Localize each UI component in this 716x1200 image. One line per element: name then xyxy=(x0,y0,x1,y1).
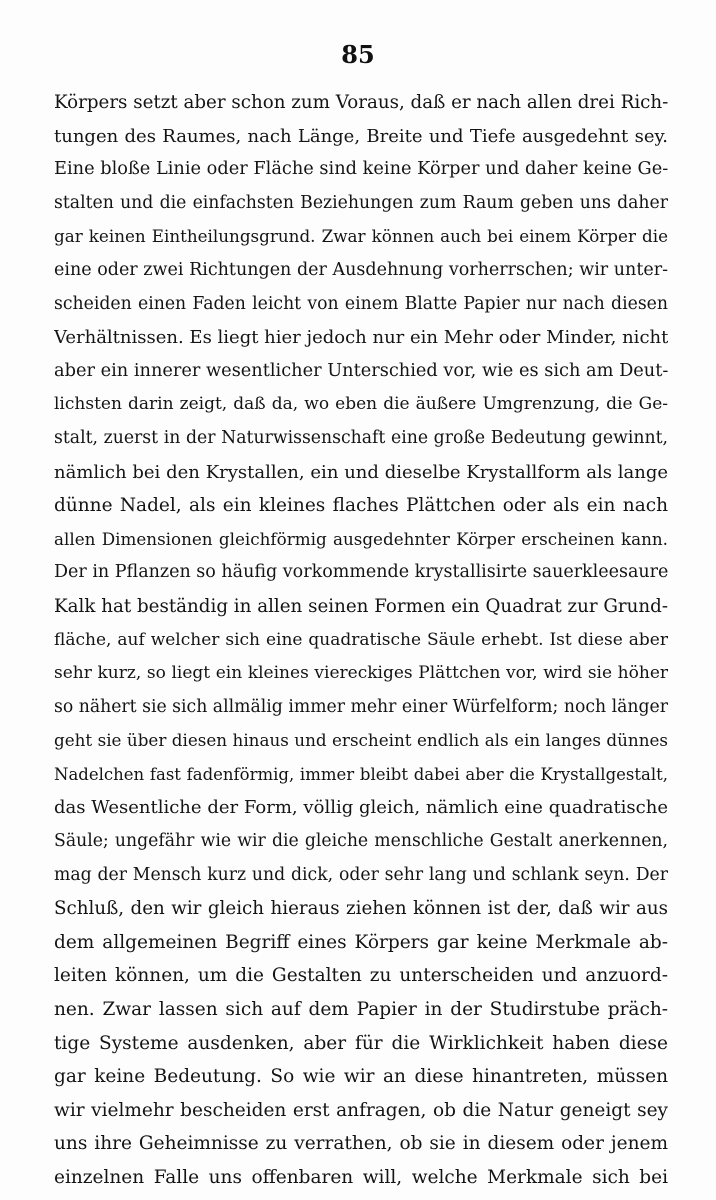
text-line: gar keine Bedeutung. So wie wir an diese hinantreten, müssen xyxy=(54,1066,668,1088)
text-line: wir vielmehr bescheiden erst anfragen, ob die Natur geneigt sey xyxy=(54,1099,668,1121)
text-body xyxy=(54,86,668,1195)
text-line: Verhältnissen. Es liegt hier jedoch nur ein Mehr oder Minder, nicht xyxy=(54,327,668,349)
text-line: stalt, zuerst in der Naturwissenschaft eine große Bedeutung gewinnt, xyxy=(54,427,668,448)
text-line: eine oder zwei Richtungen der Ausdehnung vorherrschen; wir unter- xyxy=(54,259,668,280)
text-line: stalten und die einfachsten Beziehungen zum Raum geben uns daher xyxy=(54,192,668,213)
text-line: nämlich bei den Krystallen, ein und dieselbe Krystallform als lange xyxy=(54,461,668,483)
text-line: geht sie über diesen hinaus und erscheint endlich als ein langes dünnes xyxy=(54,730,668,751)
text-line: allen Dimensionen gleichförmig ausgedehnter Körper erscheinen kann. xyxy=(54,528,668,549)
text-line: einzelnen Falle uns offenbaren will, welche Merkmale sich bei xyxy=(54,1167,668,1188)
text-line: gar keinen Eintheilungsgrund. Zwar können auch bei einem Körper die xyxy=(54,226,668,247)
text-line: lichsten darin zeigt, daß da, wo eben die äußere Umgrenzung, die Ge- xyxy=(54,394,668,415)
text-line: dem allgemeinen Begriff eines Körpers gar keine Merkmale ab- xyxy=(54,931,668,953)
text-line: das Wesentliche der Form, völlig gleich, nämlich eine quadratische xyxy=(54,797,668,819)
page-number: 85 xyxy=(341,40,375,69)
text-line: dünne Nadel, als ein kleines flaches Plättchen oder als ein nach xyxy=(54,495,668,517)
text-line: tige Systeme ausdenken, aber für die Wirklichkeit haben diese xyxy=(54,1032,668,1054)
text-line: nen. Zwar lassen sich auf dem Papier in der Studirstube präch- xyxy=(54,999,668,1021)
text-line: Nadelchen fast fadenförmig, immer bleibt dabei aber die Krystallgestalt, xyxy=(54,764,668,784)
text-line: fläche, auf welcher sich eine quadratische Säule erhebt. Ist diese aber xyxy=(54,629,668,650)
text-line: leiten können, um die Gestalten zu unterscheiden und anzuord- xyxy=(54,965,668,987)
text-line: tungen des Raumes, nach Länge, Breite und Tiefe ausgedehnt sey. xyxy=(54,125,668,147)
text-line: mag der Mensch kurz und dick, oder sehr lang und schlank seyn. Der xyxy=(54,864,668,885)
text-line: Schluß, den wir gleich hieraus ziehen können ist der, daß wir aus xyxy=(54,898,668,920)
text-line: Eine bloße Linie oder Fläche sind keine Körper und daher keine Ge- xyxy=(54,159,668,180)
text-line: Säule; ungefähr wie wir die gleiche menschliche Gestalt anerkennen, xyxy=(54,831,668,852)
text-line: Der in Pflanzen so häufig vorkommende krystallisirte sauerkleesaure xyxy=(54,562,668,583)
text-line: scheiden einen Faden leicht von einem Blatte Papier nur nach diesen xyxy=(54,293,668,314)
text-line: Körpers setzt aber schon zum Voraus, daß er nach allen drei Rich- xyxy=(54,92,668,113)
text-line: sehr kurz, so liegt ein kleines viereckiges Plättchen vor, wird sie höher xyxy=(54,663,668,684)
text-line: aber ein innerer wesentlicher Unterschied vor, wie es sich am Deut- xyxy=(54,360,668,381)
text-line: Kalk hat beständig in allen seinen Formen ein Quadrat zur Grund- xyxy=(54,595,668,617)
text-line: so nähert sie sich allmälig immer mehr einer Würfelform; noch länger xyxy=(54,696,668,717)
text-line: uns ihre Geheimnisse zu verrathen, ob sie in diesem oder jenem xyxy=(54,1133,668,1155)
